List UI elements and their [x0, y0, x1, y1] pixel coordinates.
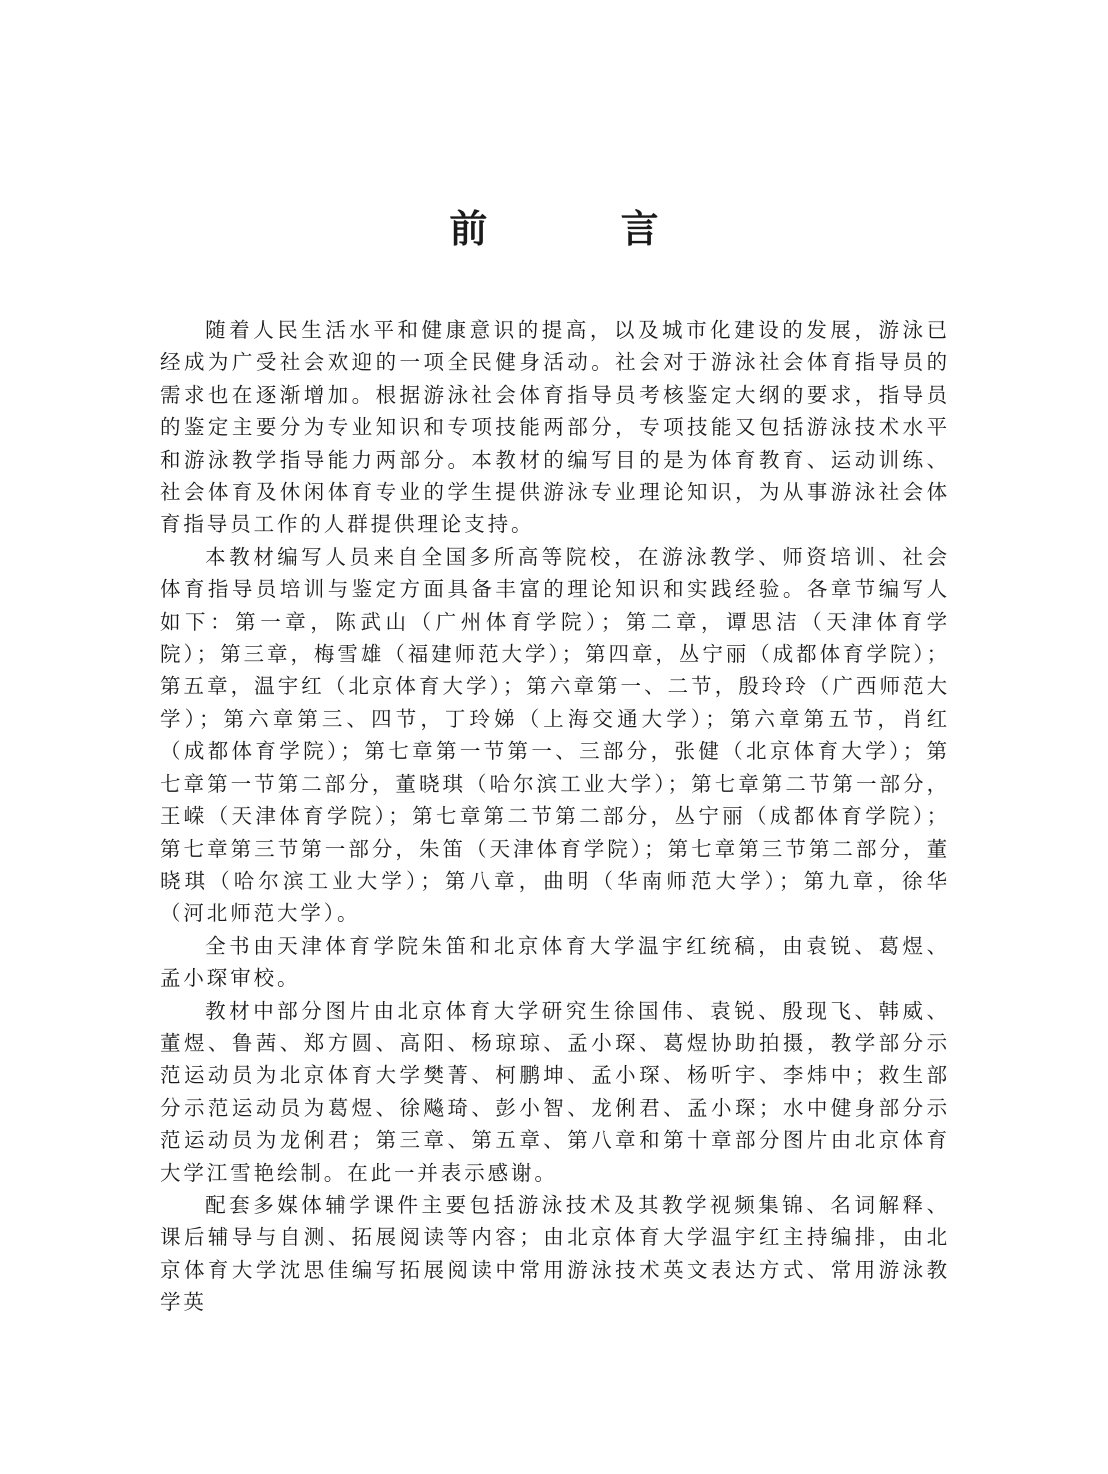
paragraph: 配套多媒体辅学课件主要包括游泳技术及其教学视频集锦、名词解释、课后辅导与自测、拓展阅读等内容；由北京体育大学温宇红主持编排，由北京体育大学沈思佳编写拓展阅读中常用游泳技术英文表达方式、常用游泳教学英	[160, 1192, 950, 1315]
paragraph: 全书由天津体育学院朱笛和北京体育大学温宇红统稿，由袁锐、葛煜、孟小琛审校。	[160, 933, 950, 991]
paragraph: 随着人民生活水平和健康意识的提高，以及城市化建设的发展，游泳已经成为广受社会欢迎的一项全民健身活动。社会对于游泳社会体育指导员的需求也在逐渐增加。根据游泳社会体育指导员考核鉴定大纲的要求，指导员的鉴定主要分为专业知识和专项技能两部分，专项技能又包括游泳技术水平和游泳教学指导能力两部分。本教材的编写目的是为体育教育、运动训练、社会体育及休闲体育专业的学生提供游泳专业理论知识，为从事游泳社会体育指导员工作的人群提供理论支持。	[160, 318, 950, 537]
preface-body	[160, 314, 950, 1319]
page-title: 前 言	[449, 207, 719, 251]
paragraph: 本教材编写人员来自全国多所高等院校，在游泳教学、师资培训、社会体育指导员培训与鉴定方面具备丰富的理论知识和实践经验。各章节编写人如下：第一章，陈武山（广州体育学院）；第二章，谭思洁（天津体育学院）；第三章，梅雪雄（福建师范大学）；第四章，丛宁丽（成都体育学院）；第五章，温宇红（北京体育大学）；第六章第一、二节，殷玲玲（广西师范大学）；第六章第三、四节，丁玲娣（上海交通大学）；第六章第五节，肖红（成都体育学院）；第七章第一节第一、三部分，张健（北京体育大学）；第七章第一节第二部分，董晓琪（哈尔滨工业大学）；第七章第二节第一部分，王嵘（天津体育学院）；第七章第二节第二部分，丛宁丽（成都体育学院）；第七章第三节第一部分，朱笛（天津体育学院）；第七章第三节第二部分，董晓琪（哈尔滨工业大学）；第八章，曲明（华南师范大学）；第九章，徐华（河北师范大学）。	[160, 544, 950, 926]
paragraph: 教材中部分图片由北京体育大学研究生徐国伟、袁锐、殷现飞、韩威、董煜、鲁茜、郑方圆、高阳、杨琼琼、孟小琛、葛煜协助拍摄，教学部分示范运动员为北京体育大学樊菁、柯鹏坤、孟小琛、杨听宇、李炜中；救生部分示范运动员为葛煜、徐飚琦、彭小智、龙俐君、孟小琛；水中健身部分示范运动员为龙俐君；第三章、第五章、第八章和第十章部分图片由北京体育大学江雪艳绘制。在此一并表示感谢。	[160, 998, 950, 1185]
